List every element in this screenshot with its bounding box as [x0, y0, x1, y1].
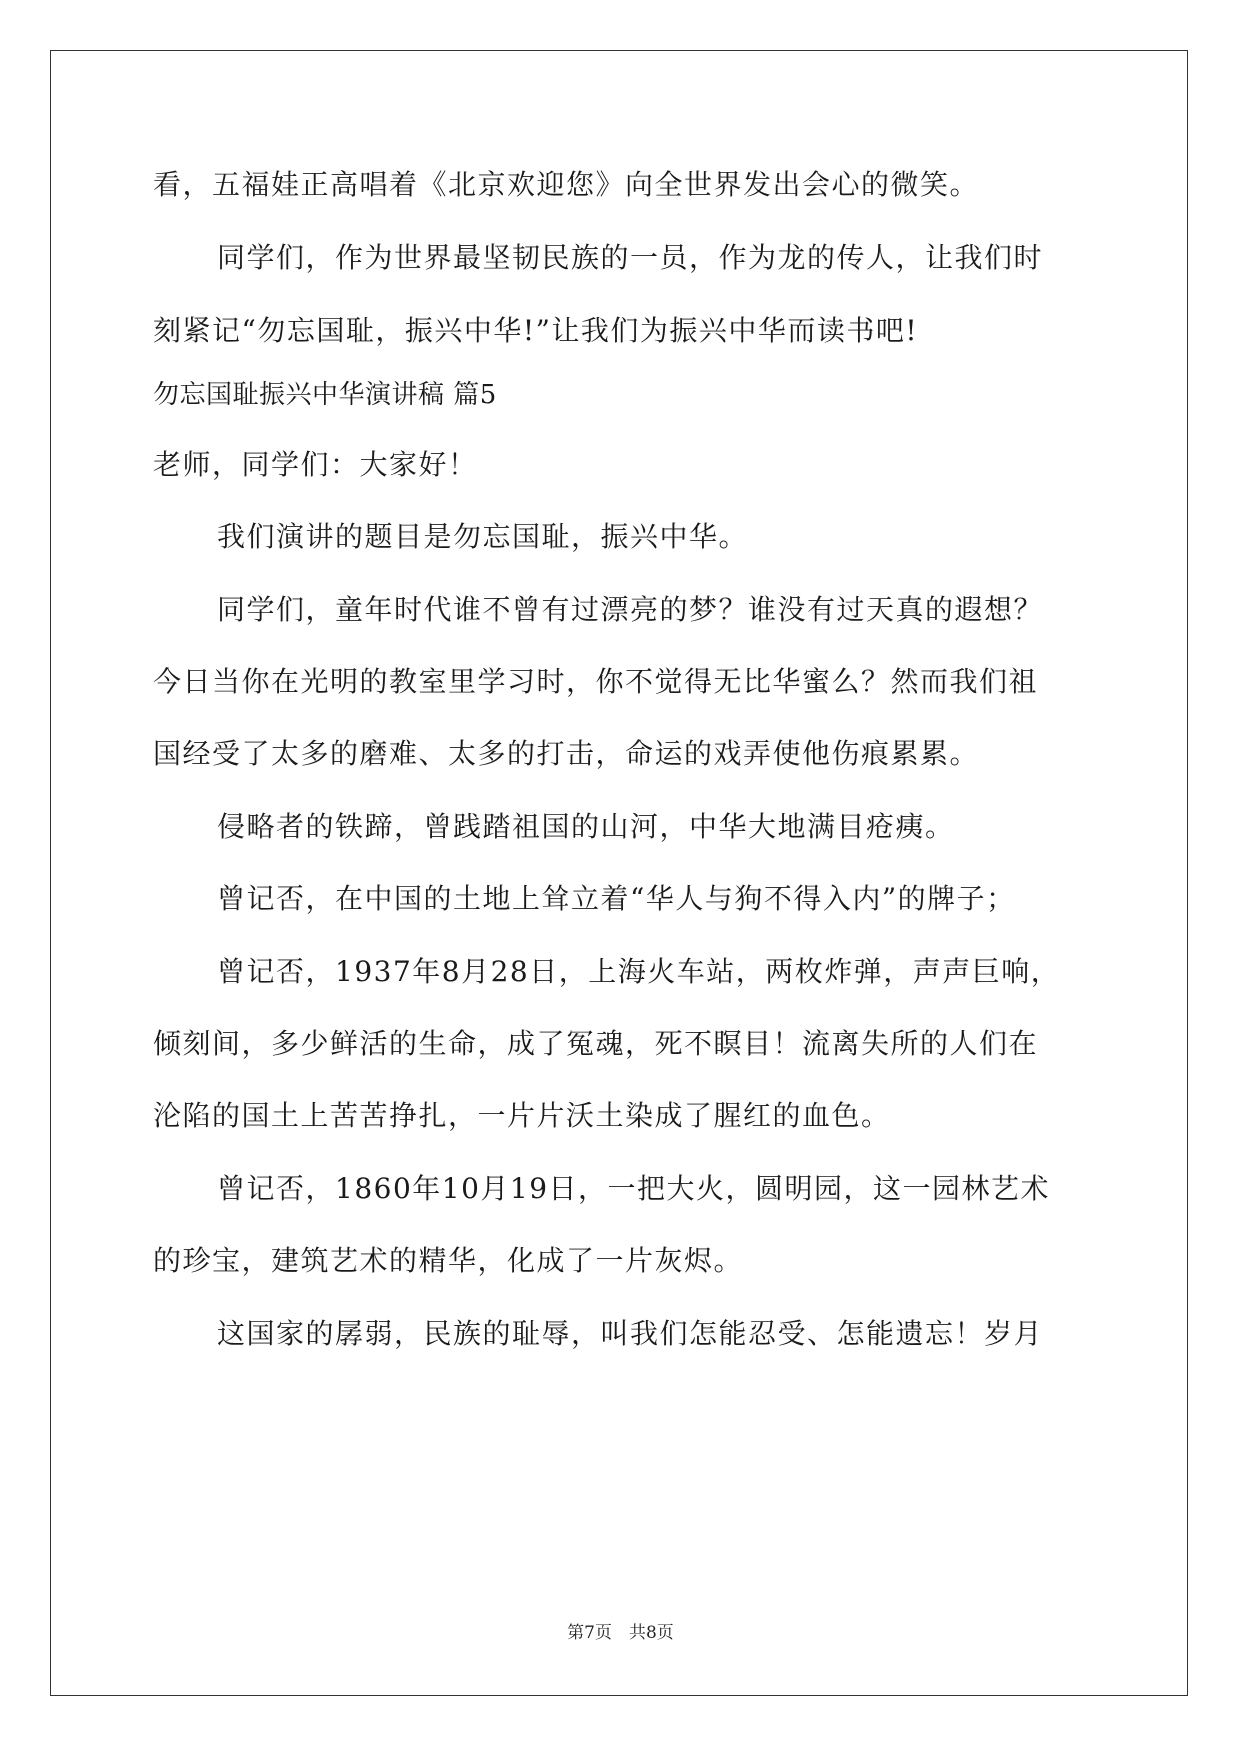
text-line: 看，五福娃正高唱着《北京欢迎您》向全世界发出会心的微笑。: [153, 168, 980, 201]
section-heading: 勿忘国耻振兴中华演讲稿 篇5: [153, 380, 497, 410]
text-line: 曾记否，在中国的土地上耸立着“华人与狗不得入内”的牌子；: [217, 882, 1016, 915]
text-line: 曾记否，1937年8月28日，上海火车站，两枚炸弹，声声巨响，: [217, 955, 1061, 988]
text-line: 这国家的孱弱，民族的耻辱，叫我们怎能忍受、怎能遗忘！岁月: [217, 1317, 1044, 1350]
text-line: 的珍宝，建筑艺术的精华，化成了一片灰烬。: [153, 1244, 744, 1277]
text-line: 曾记否，1860年10月19日，一把大火，圆明园，这一园林艺术: [217, 1172, 1051, 1205]
page-number-footer: 第7页 共8页: [567, 1623, 674, 1643]
text-line: 同学们，作为世界最坚韧民族的一员，作为龙的传人，让我们时: [217, 241, 1044, 274]
text-line: 老师，同学们：大家好！: [153, 448, 478, 481]
text-line: 刻紧记“勿忘国耻，振兴中华!”让我们为振兴中华而读书吧!: [153, 314, 919, 347]
page-border: [50, 50, 1188, 1696]
text-line: 沦陷的国土上苦苦挣扎，一片片沃土染成了腥红的血色。: [153, 1099, 891, 1132]
text-line: 国经受了太多的磨难、太多的打击，命运的戏弄使他伤痕累累。: [153, 737, 980, 770]
text-line: 我们演讲的题目是勿忘国耻，振兴中华。: [217, 520, 749, 553]
text-line: 侵略者的铁蹄，曾践踏祖国的山河，中华大地满目疮痍。: [217, 810, 955, 843]
text-line: 倾刻间，多少鲜活的生命，成了冤魂，死不瞑目！流离失所的人们在: [153, 1027, 1039, 1060]
text-line: 同学们，童年时代谁不曾有过漂亮的梦？谁没有过天真的遐想？: [217, 593, 1044, 626]
text-line: 今日当你在光明的教室里学习时，你不觉得无比华蜜么？然而我们祖: [153, 665, 1039, 698]
